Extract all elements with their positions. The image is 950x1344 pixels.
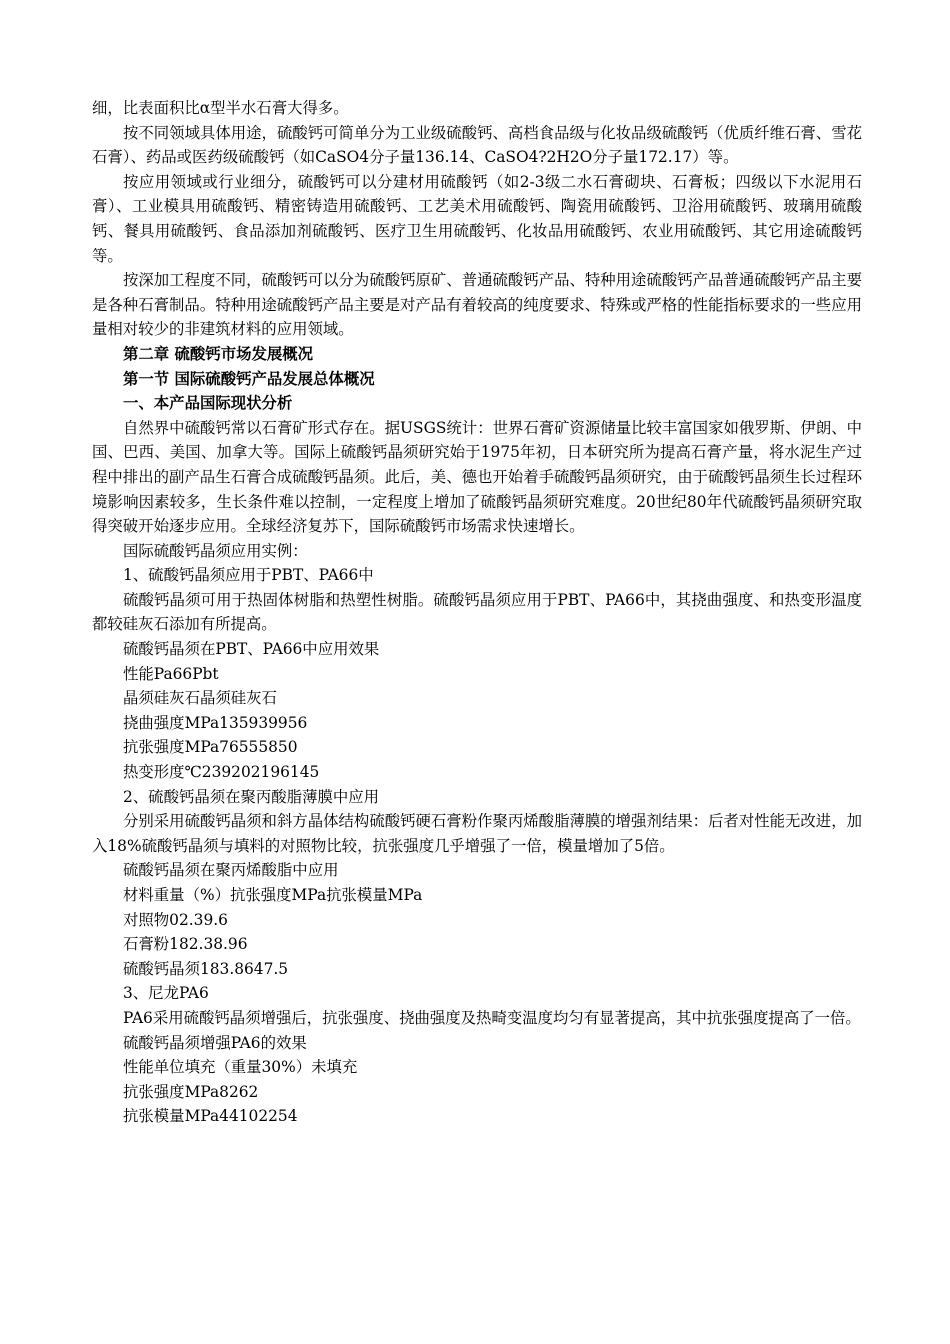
example-2-title: 2、硫酸钙晶须在聚丙酸脂薄膜中应用: [123, 787, 380, 806]
table-3-row: 抗张模量MPa44102254: [123, 1107, 298, 1126]
paragraph-industry-classification: 按应用领域或行业细分，硫酸钙可以分建材用硫酸钙（如2-3级二水石膏砌块、石膏板；四级以下水泥用石膏）、工业模具用硫酸钙、精密铸造用硫酸钙、工艺美术用硫酸钙、陶瓷用硫酸钙、卫浴用硫酸钙、玻璃用硫酸钙、餐具用硫酸钙、食品添加剂硫酸钙、医疗卫生用硫酸钙、化妆品用硫酸钙、农业用硫酸钙、其它用途硫酸钙等。: [92, 172, 862, 265]
table-2-caption: 硫酸钙晶须在聚丙烯酸脂中应用: [123, 861, 339, 880]
paragraph-usage-classification: 按不同领域具体用途，硫酸钙可简单分为工业级硫酸钙、高档食品级与化妆品级硫酸钙（优质纤维石膏、雪花石膏）、药品或医药级硫酸钙（如CaSO4分子量136.14、CaSO4?2H2O分子量172.17）等。: [92, 123, 862, 167]
paragraph-international-status: 自然界中硫酸钙常以石膏矿形式存在。据USGS统计：世界石膏矿资源储量比较丰富国家如俄罗斯、伊朗、中国、巴西、美国、加拿大等。国际上硫酸钙晶须研究始于1975年初，日本研究所为提高石膏产量，将水泥生产过程中排出的副产品生石膏合成硫酸钙晶须。此后，美、德也开始着手硫酸钙晶须研究，由于硫酸钙晶须生长过程环境影响因素较多，生长条件难以控制，一定程度上增加了硫酸钙晶须研究难度。20世纪80年代硫酸钙晶须研究取得突破开始逐步应用。全球经济复苏下，国际硫酸钙市场需求快速增长。: [92, 418, 862, 536]
table-2-row: 硫酸钙晶须183.8647.5: [123, 959, 289, 978]
example-2-description: 分别采用硫酸钙晶须和斜方晶体结构硫酸钙硬石膏粉作聚丙烯酸脂薄膜的增强剂结果：后者对性能无改进，加入18%硫酸钙晶须与填料的对照物比较，抗张强度几乎增强了一倍，模量增加了5倍。: [92, 812, 862, 855]
example-3-title: 3、尼龙PA6: [123, 984, 209, 1003]
document-page: [92, 96, 862, 1129]
table-3-row: 抗张强度MPa8262: [123, 1082, 259, 1101]
table-2-row: 材料重量（%）抗张强度MPa抗张模量MPa: [123, 886, 423, 904]
table-3-row: 性能单位填充（重量30%）未填充: [123, 1058, 358, 1077]
table-1-row: 晶须硅灰石晶须硅灰石: [123, 689, 277, 708]
table-3-caption: 硫酸钙晶须增强PA6的效果: [123, 1033, 307, 1052]
table-2-row: 对照物02.39.6: [123, 910, 228, 929]
list-intro: 国际硫酸钙晶须应用实例：: [123, 541, 308, 560]
table-1-row: 热变形度℃239202196145: [123, 763, 320, 782]
chapter-heading: 第二章 硫酸钙市场发展概况: [123, 344, 314, 363]
table-1-row: 性能Pa66Pbt: [123, 664, 219, 683]
section-heading: 第一节 国际硫酸钙产品发展总体概况: [123, 369, 375, 388]
paragraph-continuation: 细，比表面积比α型半水石膏大得多。: [92, 99, 349, 117]
table-1-caption: 硫酸钙晶须在PBT、PA66中应用效果: [123, 640, 380, 659]
example-1-description: 硫酸钙晶须可用于热固体树脂和热塑性树脂。硫酸钙晶须应用于PBT、PA66中，其挠曲强度、和热变形温度都较硅灰石添加有所提高。: [92, 590, 862, 634]
example-3-description: PA6采用硫酸钙晶须增强后，抗张强度、挠曲强度及热畸变温度均匀有显著提高，其中抗张强度提高了一倍。: [123, 1008, 861, 1027]
paragraph-processing-classification: 按深加工程度不同，硫酸钙可以分为硫酸钙原矿、普通硫酸钙产品、特种用途硫酸钙产品普通硫酸钙产品主要是各种石膏制品。特种用途硫酸钙产品主要是对产品有着较高的纯度要求、特殊或严格的性能指标要求的一些应用量相对较少的非建筑材料的应用领域。: [92, 271, 862, 339]
example-1-title: 1、硫酸钙晶须应用于PBT、PA66中: [123, 566, 374, 585]
subsection-heading: 一、本产品国际现状分析: [123, 394, 293, 413]
table-1-row: 抗张强度MPa76555850: [123, 738, 298, 757]
table-2-row: 石膏粉182.38.96: [123, 935, 248, 954]
table-1-row: 挠曲强度MPa135939956: [123, 713, 308, 732]
